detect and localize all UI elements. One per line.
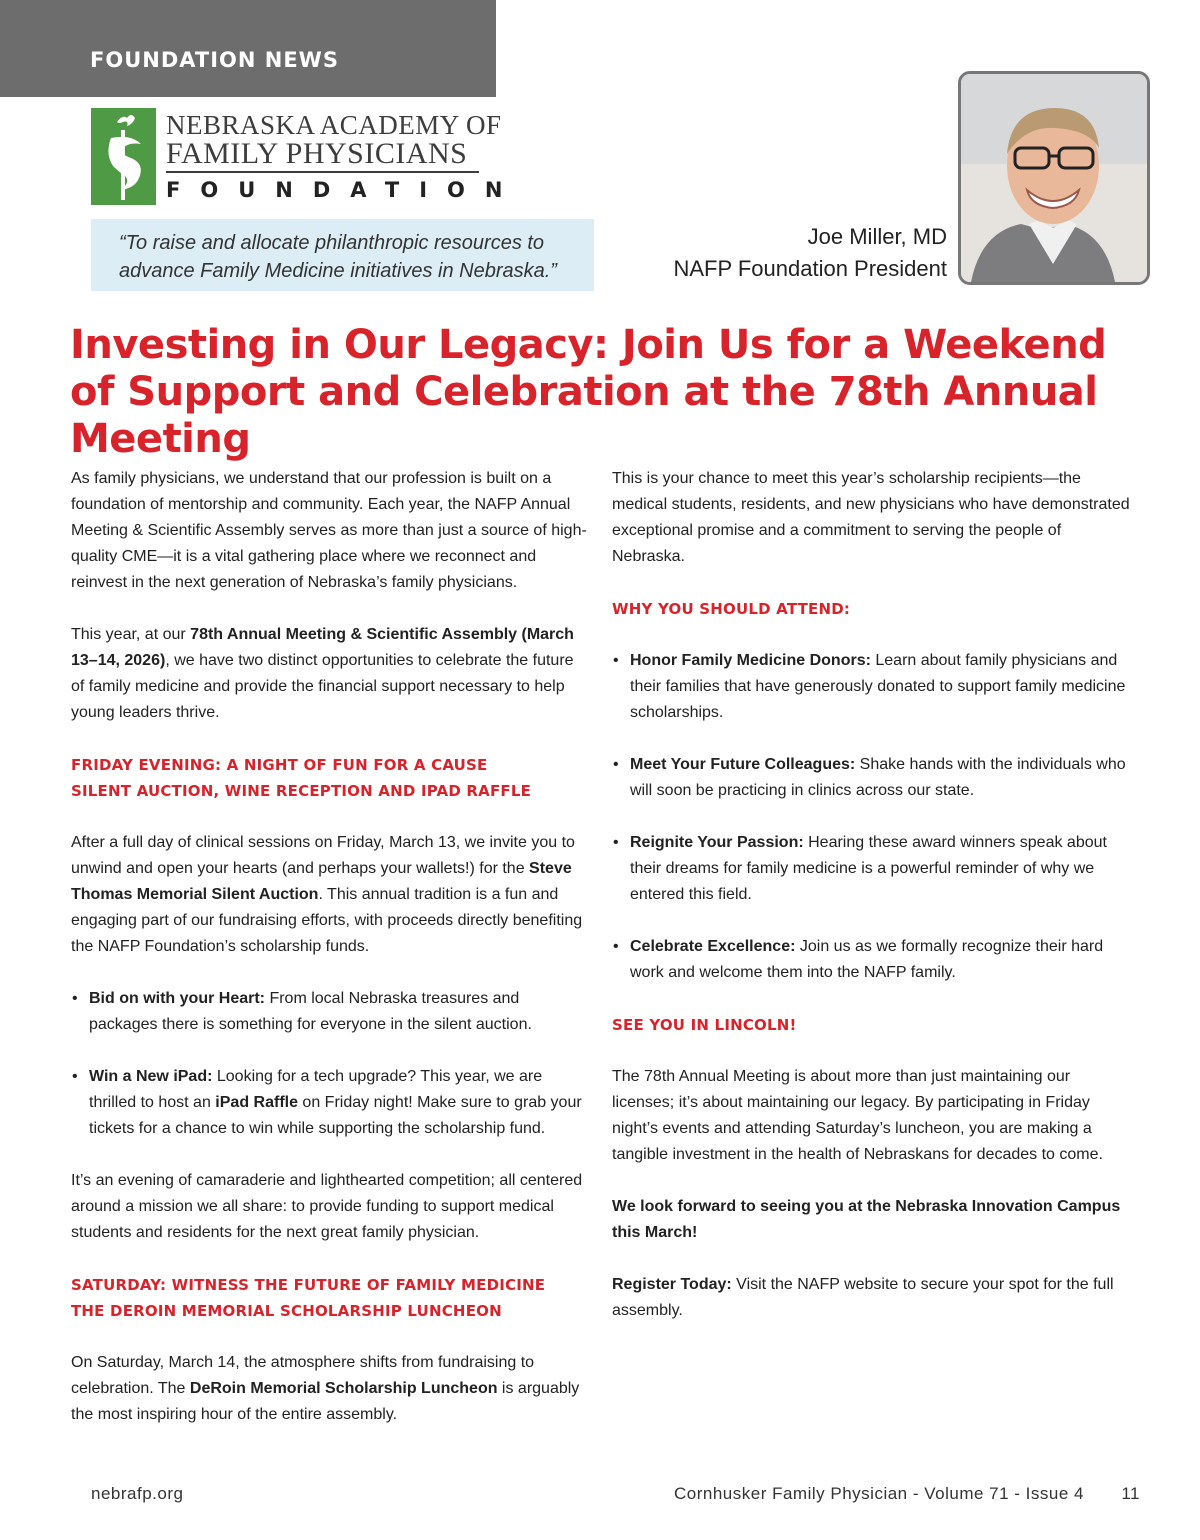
caduceus-logo-icon <box>91 108 156 205</box>
president-title: NAFP Foundation President <box>673 256 947 281</box>
saturday-heading-line-2: THE DEROIN MEMORIAL SCHOLARSHIP LUNCHEON <box>71 1302 502 1320</box>
register-label: Register Today: <box>612 1276 732 1293</box>
text-run: . This annual tradition is a fun and engaging part of our fundraising efforts, with proceeds directly benefiting the NAFP Foundation’s scholarship funds. <box>71 886 583 955</box>
why-attend-list <box>612 648 1134 986</box>
list-item <box>612 934 1134 986</box>
text-run: , we have two distinct opportunities to celebrate the future of family medicine and provide the financial support necessary to help young leaders thrive. <box>71 652 574 721</box>
article-headline: Investing in Our Legacy: Join Us for a Weekend of Support and Celebration at the 78th Annual Meeting <box>70 322 1107 462</box>
mission-statement: “To raise and allocate philanthropic resources to advance Family Medicine initiatives in Nebraska.” <box>119 232 557 282</box>
list-item <box>71 1064 591 1142</box>
meeting-paragraph <box>71 622 591 726</box>
recipients-paragraph: This is your chance to meet this year’s scholarship recipients—the medical students, residents, and new physicians who have demonstrated exceptional promise and a commitment to serving the people of Nebraska. <box>612 470 1130 565</box>
logo-divider <box>166 171 479 173</box>
text-run: is arguably the most inspiring hour of the entire assembly. <box>71 1380 580 1423</box>
bullet-text: Shake hands with the individuals who will soon be practicing in clinics across our state. <box>630 756 1126 799</box>
friday-heading-line-2: SILENT AUCTION, WINE RECEPTION AND IPAD RAFFLE <box>71 782 532 800</box>
list-item <box>612 752 1134 804</box>
saturday-heading-line-1: SATURDAY: WITNESS THE FUTURE OF FAMILY MEDICINE <box>71 1276 546 1294</box>
register-paragraph <box>612 1272 1134 1324</box>
closing-paragraph: The 78th Annual Meeting is about more than just maintaining our licenses; it’s about maintaining our legacy. By participating in Friday night’s events and attending Saturday’s luncheon, you are making a tangible investment in the health of Nebraskans for decades to come. <box>612 1068 1103 1163</box>
bullet-title: Bid on with your Heart: <box>89 990 265 1007</box>
bullet-text: Hearing these award winners speak about their dreams for family medicine is a powerful reminder of why we entered this field. <box>630 834 1107 903</box>
footer-website: nebrafp.org <box>91 1484 184 1503</box>
friday-paragraph <box>71 830 591 960</box>
bullet-title: Honor Family Medicine Donors: <box>630 652 871 669</box>
auction-name: Steve Thomas Memorial Silent Auction <box>71 860 572 903</box>
bullet-text: Looking for a tech upgrade? This year, we are thrilled to host an <box>89 1068 543 1111</box>
section-label: FOUNDATION NEWS <box>90 48 339 72</box>
look-forward-paragraph: We look forward to seeing you at the Nebraska Innovation Campus this March! <box>612 1198 1121 1241</box>
bullet-text: From local Nebraska treasures and packages there is something for everyone in the silent auction. <box>89 990 532 1033</box>
section-band <box>0 0 496 97</box>
mission-box <box>91 219 594 291</box>
list-item <box>612 830 1134 908</box>
president-photo <box>958 71 1150 285</box>
president-name: Joe Miller, MD <box>807 224 947 249</box>
portrait-icon <box>961 74 1147 282</box>
friday-bullet-list <box>71 986 591 1142</box>
saturday-heading <box>71 1272 591 1324</box>
list-item <box>612 648 1134 726</box>
friday-heading <box>71 752 591 804</box>
list-item <box>71 986 591 1038</box>
see-you-heading: SEE YOU IN LINCOLN! <box>612 1016 797 1034</box>
left-column <box>71 466 591 1454</box>
bullet-text: on Friday night! Make sure to grab your tickets for a chance to win while supporting the scholarship fund. <box>89 1094 582 1137</box>
bullet-title: Meet Your Future Colleagues: <box>630 756 856 773</box>
right-column <box>612 466 1134 1350</box>
text-run: After a full day of clinical sessions on Friday, March 13, we invite you to unwind and open your hearts (and perhaps your wallets!) for the <box>71 834 575 877</box>
bullet-text: Learn about family physicians and their families that have generously donated to support family medicine scholarships. <box>630 652 1126 721</box>
text-run: On Saturday, March 14, the atmosphere shifts from fundraising to celebration. The <box>71 1354 535 1397</box>
register-text: Visit the NAFP website to secure your spot for the full assembly. <box>612 1276 1114 1319</box>
evening-paragraph: It’s an evening of camaraderie and lighthearted competition; all centered around a mission we all share: to provide funding to support medical students and residents for the next great family physician. <box>71 1172 583 1241</box>
logo-line-2: FAMILY PHYSICIANS <box>166 137 468 170</box>
footer-publication: Cornhusker Family Physician - Volume 71 - Issue 4 <box>674 1484 1084 1503</box>
bullet-title: Win a New iPad: <box>89 1068 213 1085</box>
raffle-name: iPad Raffle <box>215 1094 298 1111</box>
logo-line-3: FOUNDATION <box>166 178 523 202</box>
bullet-title: Reignite Your Passion: <box>630 834 804 851</box>
bullet-title: Celebrate Excellence: <box>630 938 796 955</box>
bullet-text: Join us as we formally recognize their hard work and welcome them into the NAFP family. <box>630 938 1104 981</box>
friday-heading-line-1: FRIDAY EVENING: A NIGHT OF FUN FOR A CAUSE <box>71 756 488 774</box>
page-number: 11 <box>1121 1484 1140 1503</box>
luncheon-name: DeRoin Memorial Scholarship Luncheon <box>189 1380 498 1397</box>
meeting-name: 78th Annual Meeting & Scientific Assembly (March 13–14, 2026) <box>71 626 574 669</box>
intro-paragraph: As family physicians, we understand that our profession is built on a foundation of mentorship and community. Each year, the NAFP Annual Meeting & Scientific Assembly serves as more than just a source of high-quality CME—it is a vital gathering place where we reconnect and reinvest in the next generation of Nebraska’s family physicians. <box>71 470 587 591</box>
saturday-paragraph <box>71 1350 591 1428</box>
why-attend-heading: WHY YOU SHOULD ATTEND: <box>612 600 851 618</box>
logo-line-1: NEBRASKA ACADEMY OF <box>166 110 502 140</box>
text-run: This year, at our <box>71 626 191 643</box>
